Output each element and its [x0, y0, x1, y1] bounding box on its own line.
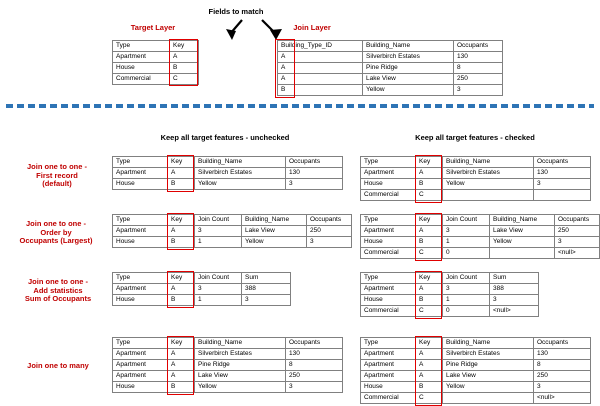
table-row: Commercial C <null>	[361, 393, 591, 404]
header-keep-checked	[382, 134, 568, 143]
table-join-layer	[277, 40, 503, 96]
table-row: Apartment A Lake View 250	[113, 371, 343, 382]
table-row: Apartment A	[113, 52, 199, 63]
table-row: A Silverbirch Estates 130	[278, 52, 503, 63]
table-r3-checked-wrap	[360, 272, 539, 317]
table-r2-checked-wrap	[360, 214, 600, 259]
col-type: Type	[113, 41, 170, 52]
col-building-name: Building_Name	[363, 41, 454, 52]
col-occupants: Occupants	[454, 41, 503, 52]
table-row: House B 1 Yellow 3	[361, 237, 600, 248]
table-header-row: Type Key Building_Name Occupants	[113, 157, 343, 168]
table-row: Apartment A Pine Ridge 8	[361, 360, 591, 371]
label-target-layer-text: Target Layer	[130, 23, 176, 32]
table-row: Apartment A Silverbirch Estates 130	[113, 349, 343, 360]
arrow-to-target-key	[222, 20, 246, 42]
table-r4-checked	[360, 337, 591, 404]
table-header-row	[278, 41, 503, 52]
table-r1-unchecked-wrap	[112, 156, 343, 190]
table-row: Apartment A 3 388	[113, 284, 291, 295]
table-row: House B	[113, 63, 199, 74]
table-row: House B 1 3	[113, 295, 291, 306]
table-row: House B Yellow 3	[361, 382, 591, 393]
table-header-row: Type Key Join Count Building_Name Occupants	[361, 215, 600, 226]
col-building-type-id: Building_Type_ID	[278, 41, 363, 52]
table-row: House B 1 Yellow 3	[113, 237, 352, 248]
header-keep-checked-text: Keep all target features - checked	[415, 133, 535, 142]
row-label-one-to-one-first: Join one to one - First record (default)	[27, 162, 87, 189]
table-row: A Pine Ridge 8	[278, 63, 503, 74]
table-r2-unchecked-wrap	[112, 214, 352, 248]
table-row: House B Yellow 3	[113, 382, 343, 393]
table-row: Commercial C 0 <null>	[361, 306, 539, 317]
table-row: House B 1 3	[361, 295, 539, 306]
table-r3-unchecked-wrap	[112, 272, 291, 306]
table-row: Apartment A 3 Lake View 250	[113, 226, 352, 237]
table-row: Apartment A Pine Ridge 8	[113, 360, 343, 371]
table-row: B Yellow 3	[278, 85, 503, 96]
table-header-row: Type Key Join Count Sum	[113, 273, 291, 284]
table-r2-checked	[360, 214, 600, 259]
table-header-row: Type Key Building_Name Occupants	[113, 338, 343, 349]
row-label-one-to-one-orderby: Join one to one - Order by Occupants (Largest)	[19, 219, 93, 246]
row-label-one-to-many: Join one to many	[27, 361, 89, 370]
table-row: Commercial C	[361, 190, 591, 201]
table-r3-unchecked	[112, 272, 291, 306]
table-row: House B Yellow 3	[361, 179, 591, 190]
table-r2-unchecked	[112, 214, 352, 248]
table-row: Apartment A Silverbirch Estates 130	[361, 349, 591, 360]
table-target-layer	[112, 40, 199, 85]
table-row: Apartment A Silverbirch Estates 130	[361, 168, 591, 179]
table-target-layer-wrap	[112, 40, 199, 85]
table-r4-unchecked-wrap	[112, 337, 343, 393]
label-join-layer	[282, 24, 342, 33]
table-header-row: Type Key Building_Name Occupants	[361, 338, 591, 349]
table-row: Apartment A Silverbirch Estates 130	[113, 168, 343, 179]
table-header-row: Type Key Building_Name Occupants	[361, 157, 591, 168]
table-r4-checked-wrap	[360, 337, 591, 404]
table-row: Apartment A 3 388	[361, 284, 539, 295]
table-header-row: Type Key Join Count Building_Name Occupants	[113, 215, 352, 226]
table-r4-unchecked	[112, 337, 343, 393]
table-row: Commercial C 0 <null>	[361, 248, 600, 259]
label-join-layer-text: Join Layer	[293, 23, 331, 32]
table-row: Apartment A 3 Lake View 250	[361, 226, 600, 237]
arrow-to-join-key	[258, 20, 288, 42]
label-target-layer	[116, 24, 190, 33]
label-fields-to-match-text: Fields to match	[208, 7, 264, 16]
table-row: A Lake View 250	[278, 74, 503, 85]
header-keep-unchecked-text: Keep all target features - unchecked	[160, 133, 290, 142]
table-join-layer-wrap	[277, 40, 503, 96]
table-r1-unchecked	[112, 156, 343, 190]
table-header-row	[113, 41, 199, 52]
table-row: Commercial C	[113, 74, 199, 85]
row-label-one-to-one-stats: Join one to one - Add statistics Sum of Occupants	[24, 277, 92, 304]
header-keep-unchecked	[130, 134, 320, 143]
table-r1-checked-wrap	[360, 156, 591, 201]
table-r1-checked	[360, 156, 591, 201]
table-header-row: Type Key Join Count Sum	[361, 273, 539, 284]
col-key: Key	[170, 41, 199, 52]
table-row: House B Yellow 3	[113, 179, 343, 190]
section-divider	[6, 104, 594, 108]
label-fields-to-match	[196, 8, 276, 17]
table-row: Apartment A Lake View 250	[361, 371, 591, 382]
table-r3-checked	[360, 272, 539, 317]
